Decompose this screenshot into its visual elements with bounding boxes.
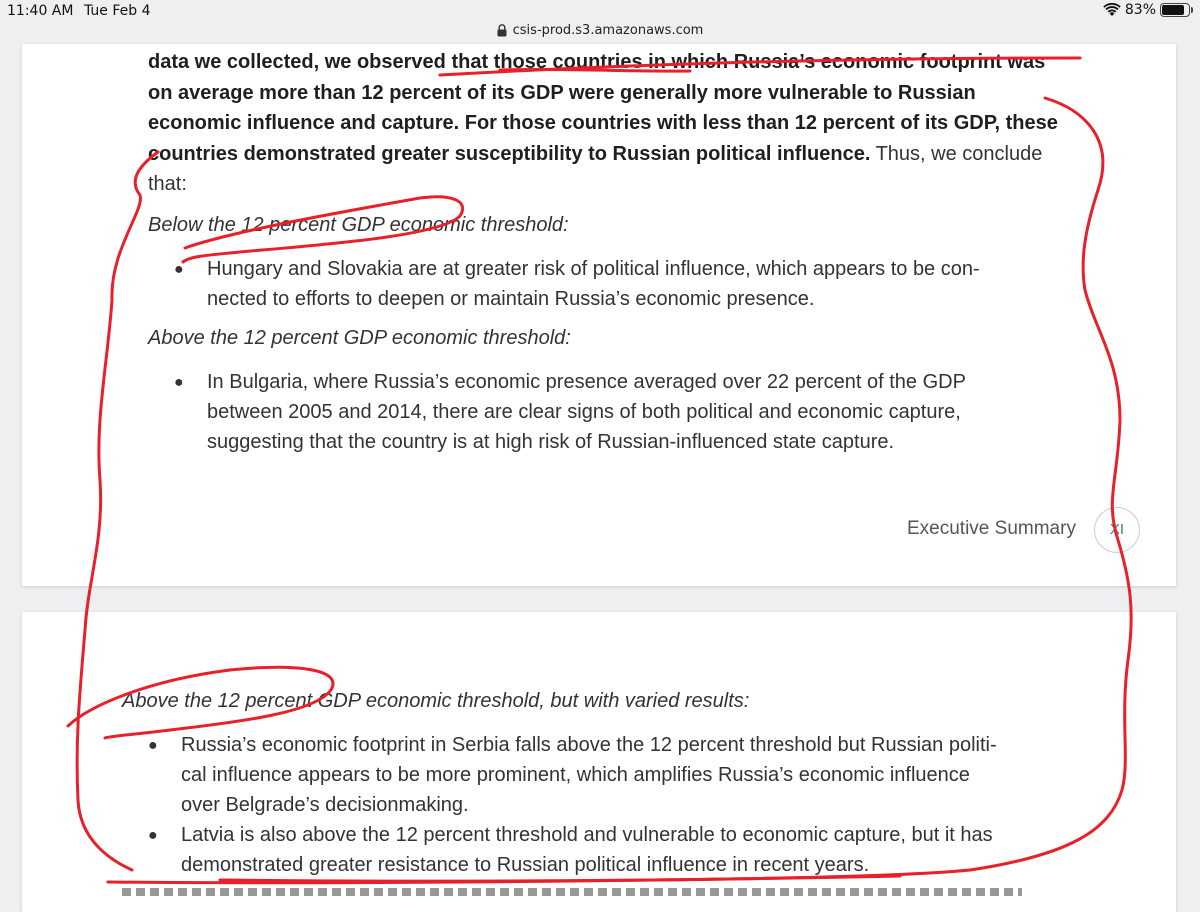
document-page-1 [22,44,1176,586]
list-item-line: Russia’s economic footprint in Serbia falls above the 12 percent threshold but Russian politi- [181,734,997,756]
list-item-line: cal influence appears to be more prominent, which amplifies Russia’s economic influence [181,764,970,786]
bullet-icon: ● [174,261,184,278]
list-item-line: nected to efforts to deepen or maintain Russia’s economic presence. [207,288,815,310]
url-bar[interactable] [0,20,1200,44]
list-item-line: In Bulgaria, where Russia’s economic presence averaged over 22 percent of the GDP [207,371,966,393]
list-item-line: over Belgrade’s decisionmaking. [181,794,469,816]
lock-icon [497,24,507,37]
list-item [181,730,1081,820]
section-heading-above-threshold: Above the 12 percent GDP economic threshold: [148,327,571,349]
paragraph-line: that: [148,173,187,195]
section-heading-varied-results: Above the 12 percent GDP economic threshold, but with varied results: [122,690,750,712]
list-item-line: between 2005 and 2014, there are clear signs of both political and economic capture, [207,401,961,423]
battery-percent: 83% [1124,2,1156,18]
cut-off-text [122,888,1022,898]
list-item [181,820,1081,880]
paragraph-line: data we collected, we observed that those countries in which Russia’s economic footprint was [148,51,1046,73]
bullet-icon: ● [148,737,158,754]
list-item-line: Latvia is also above the 12 percent threshold and vulnerable to economic capture, but it has [181,824,993,846]
page-number-badge: XI [1094,507,1140,553]
list-item [207,254,1107,314]
section-heading-below-threshold: Below the 12 percent GDP economic threshold: [148,214,569,236]
paragraph [148,47,1158,200]
paragraph-line: countries demonstrated greater susceptibility to Russian political influence. [148,142,871,165]
status-indicators [1103,2,1190,18]
paragraph-line: economic influence and capture. For those countries with less than 12 percent of its GDP, these [148,112,1058,134]
paragraph-line: on average more than 12 percent of its GDP were generally more vulnerable to Russian [148,81,976,104]
document-page-2 [22,612,1176,912]
bullet-icon: ● [174,374,184,391]
list-item-line: suggesting that the country is at high risk of Russian-influenced state capture. [207,431,895,453]
status-date: Tue Feb 4 [84,3,151,19]
wifi-icon [1103,3,1121,17]
status-time: 11:40 AM [7,3,74,19]
battery-level [1162,5,1184,15]
list-item-line: demonstrated greater resistance to Russian political influence in recent years. [181,854,870,876]
section-label: Executive Summary [907,518,1076,539]
list-item-line: Hungary and Slovakia are at greater risk of political influence, which appears to be con- [207,258,980,280]
paragraph-line: Thus, we conclude [870,142,1043,165]
url-text[interactable]: csis-prod.s3.amazonaws.com [512,23,704,38]
bullet-icon: ● [148,827,158,844]
battery-icon [1160,3,1190,17]
list-item [207,367,1107,457]
